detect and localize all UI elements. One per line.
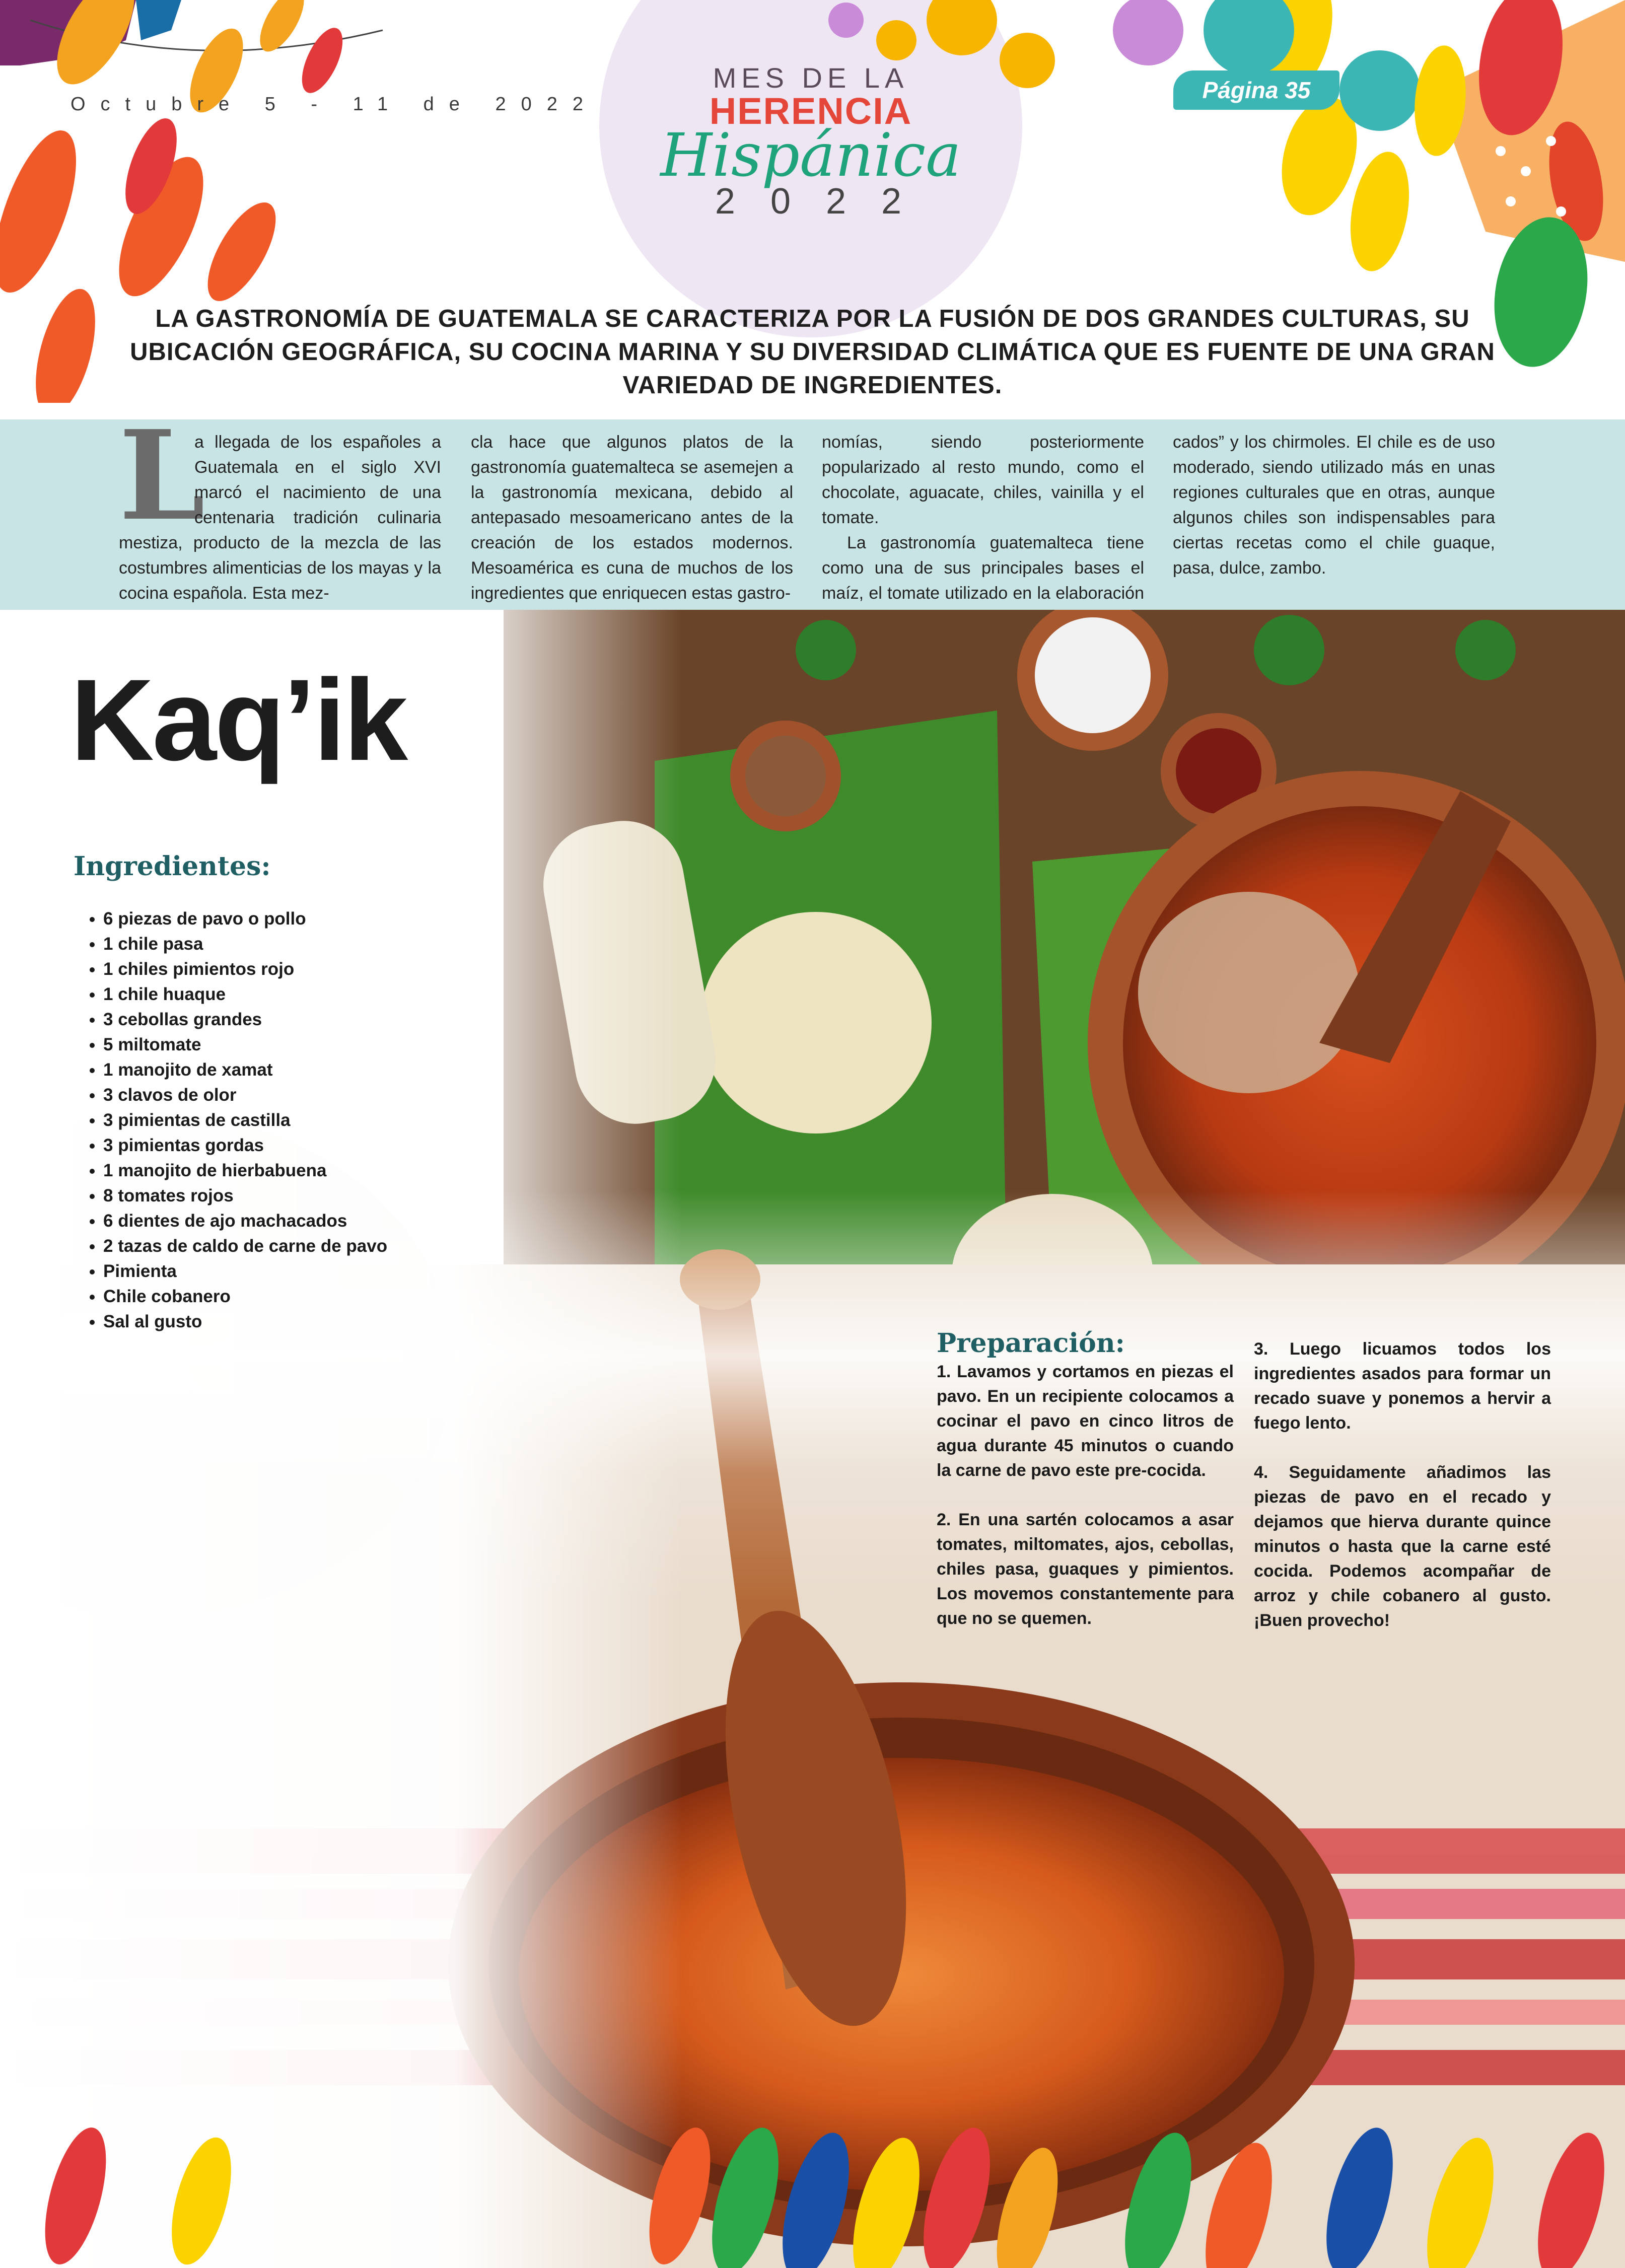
ingredient-item: • Sal al gusto xyxy=(103,1309,387,1334)
intro-column-2: cla hace que algunos platos de la gastronomía guatemalteca se asemejen a la gastronomía mexicana, debido al antepasado mesoamericano antes de la creación de los estados modernos. Mesoamérica es cuna de muchos de los ingredientes que enriquecen estas gastro- xyxy=(471,433,793,603)
intro-column-1-text: a llegada de los españoles a Guatemala en el siglo XVI marcó el nacimiento de una centenaria tradición culinaria mestiza, producto de la mezcla de las costumbres alimenticias de los mayas y la cocina española. Esta mez- xyxy=(119,433,441,603)
drop-cap-spacer xyxy=(119,430,194,530)
drop-cap: L xyxy=(119,403,205,548)
ingredient-item: • 1 manojito de hierbabuena xyxy=(103,1158,387,1183)
ingredient-item: • 6 dientes de ajo machacados xyxy=(103,1209,387,1234)
logo-line-3: Hispánica xyxy=(660,120,961,190)
ingredient-item: • 1 chiles pimientos rojo xyxy=(103,957,387,982)
intro-column-4: cados” y los chirmoles. El chile es de uso moderado, siendo utilizado más en unas regiones culturales que en otras, aunque algunos chiles son indispensables para ciertas recetas como el chile guaque, pasa, dulce, zambo. xyxy=(1173,433,1495,578)
preparation-step: 4. Seguidamente añadimos las piezas de pavo en el recado y dejamos que hierva durante quince minutos o hasta que la carne esté cocida. Podemos acompañar de arroz y chile cobanero al gusto. ¡Buen provecho! xyxy=(1254,1463,1551,1630)
ingredient-item: • 3 cebollas grandes xyxy=(103,1007,387,1032)
ingredient-item: • 3 pimientas gordas xyxy=(103,1133,387,1158)
preparation-column-2 xyxy=(1254,1337,1551,1658)
preparation-column-1 xyxy=(937,1360,1234,1656)
ingredient-item: • 3 pimientas de castilla xyxy=(103,1108,387,1133)
heritage-month-logo xyxy=(629,63,992,224)
article-headline: LA GASTRONOMÍA DE GUATEMALA SE CARACTERIZA POR LA FUSIÓN DE DOS GRANDES CULTURAS, SU UBICACIÓN GEOGRÁFICA, SU COCINA MARINA Y SU DIVERSIDAD CLIMÁTICA QUE ES FUENTE DE UNA GRAN VARIEDAD DE INGREDIENTES. xyxy=(130,305,1495,399)
ingredient-item: • 2 tazas de caldo de carne de pavo xyxy=(103,1234,387,1259)
preparation-step: 1. Lavamos y cortamos en piezas el pavo. En un recipiente colocamos a cocinar el pavo en cinco litros de agua durante 45 minutos o cuando la carne de pavo este pre-cocida. xyxy=(937,1362,1234,1480)
ingredient-item: • Pimienta xyxy=(103,1259,387,1284)
page-number-badge: Página 35 xyxy=(1173,70,1339,110)
preparation-heading: Preparación: xyxy=(937,1328,1125,1359)
ingredient-item: • 3 clavos de olor xyxy=(103,1083,387,1108)
ingredient-item: • 1 chile pasa xyxy=(103,932,387,957)
ingredient-item: • 5 miltomate xyxy=(103,1032,387,1057)
logo-year: 2022 xyxy=(715,181,937,222)
preparation-step: 2. En una sartén colocamos a asar tomates, miltomates, ajos, cebollas, chiles pasa, guaques y pimientos. Los movemos constantemente para que no se quemen. xyxy=(937,1510,1234,1628)
recipe-title: Kaq’ik xyxy=(70,655,406,785)
ingredients-list xyxy=(81,906,387,1334)
ingredient-item: • 1 manojito de xamat xyxy=(103,1057,387,1083)
preparation-step: 3. Luego licuamos todos los ingredientes asados para formar un recado suave y ponemos a hervir a fuego lento. xyxy=(1254,1339,1551,1433)
intro-column-3-para-2: La gastronomía guatemalteca tiene como una de sus principales bases el maíz, el tomate utilizado en la elaboración xyxy=(822,533,1144,603)
issue-date: Octubre 5 - 11 de 2022 xyxy=(70,94,598,115)
ingredient-item: • 8 tomates rojos xyxy=(103,1183,387,1209)
logo-line-2: HERENCIA xyxy=(709,90,912,132)
logo-line-1: MES DE LA xyxy=(713,62,909,94)
ingredient-item: • Chile cobanero xyxy=(103,1284,387,1309)
intro-column-1 xyxy=(119,430,441,606)
intro-column-3-para-1: nomías, siendo posteriormente popularizado al resto mundo, como el chocolate, aguacate, chiles, vainilla y el tomate. xyxy=(822,433,1144,527)
ingredient-item: • 6 piezas de pavo o pollo xyxy=(103,906,387,932)
intro-column-3 xyxy=(822,430,1144,631)
ingredients-heading: Ingredientes: xyxy=(74,851,271,882)
ingredient-item: • 1 chile huaque xyxy=(103,982,387,1007)
